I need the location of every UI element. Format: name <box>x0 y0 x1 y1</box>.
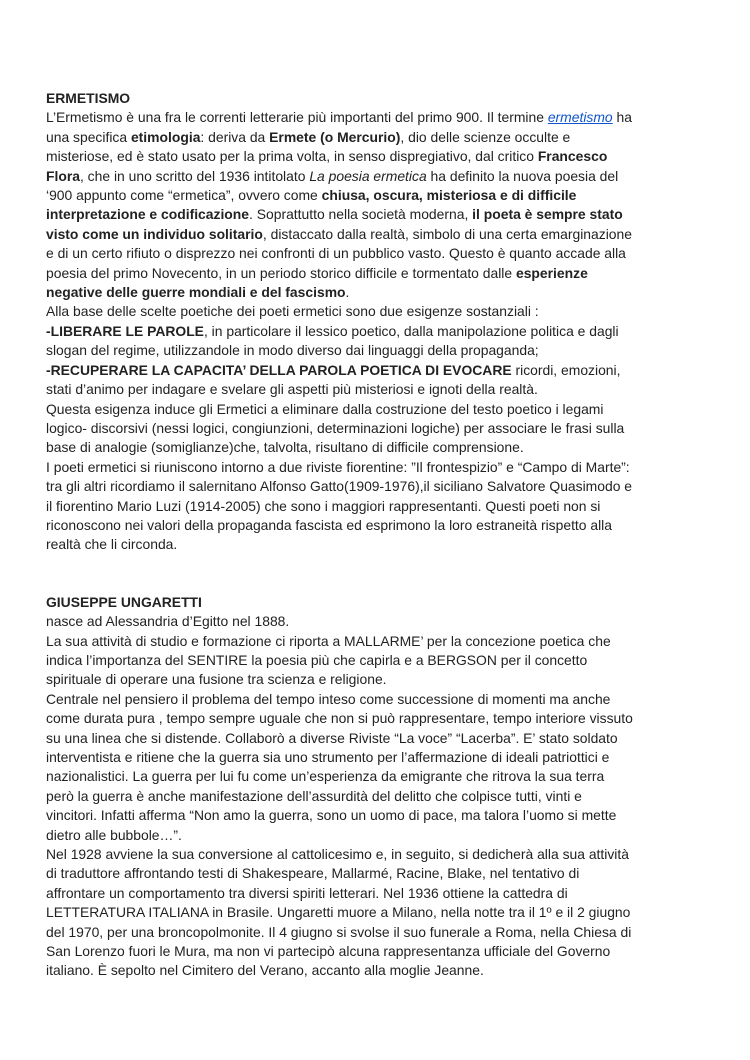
bold-text: Francesco <box>537 148 608 165</box>
ermetismo-paragraph-1 <box>46 108 716 302</box>
text: ‘900 appunto come “ermetica”, ovvero come <box>46 187 322 204</box>
italic-text: La poesia ermetica <box>309 167 427 184</box>
text-line: come durata pura , tempo sempre uguale che non si può rappresentare, tempo interiore vissuto <box>46 710 633 727</box>
text-line: affrontare un comportamento tra diversi spiriti letterari. Nel 1936 ottiene la cattedra di <box>46 884 568 901</box>
text-line: su una linea che si distende. Collaborò a diverse Riviste “La voce” “Lacerba”. E’ stato soldato <box>46 729 618 746</box>
ermetismo-paragraph-2 <box>46 302 716 554</box>
text-line: base di analogie (somiglianze)che, talvolta, risultano di difficile comprensione. <box>46 439 524 456</box>
bold-text: chiusa, oscura, misteriosa e di difficile <box>321 187 577 204</box>
text-line: La sua attività di studio e formazione ci riporta a MALLARME’ per la concezione poetica che <box>46 632 611 649</box>
text-line: Centrale nel pensiero il problema del tempo inteso come successione di momenti ma anche <box>46 690 611 707</box>
text-line: e di un certo rifiuto o disprezzo nei confronti di un pubblico vasto. Questo è quanto accade alla <box>46 245 626 262</box>
text-line: il fiorentino Mario Luzi (1914-2005) che sono i maggiori rappresentanti. Questi poeti non si <box>46 497 601 514</box>
bold-text: Flora <box>46 167 80 184</box>
text-line: Nel 1928 avviene la sua conversione al cattolicesimo e, in seguito, si dedicherà alla sua attività <box>46 846 629 863</box>
text: , distaccato dalla realtà, simbolo di una certa emarginazione <box>262 225 632 242</box>
text-line: vincitori. Infatti afferma “Non amo la guerra, sono un uomo di pace, ma talora l’uomo si mette <box>46 807 617 824</box>
text: , in particolare il lessico poetico, dalla manipolazione politica e dagli <box>203 322 619 339</box>
text-line: I poeti ermetici si riuniscono intorno a due riviste fiorentine: ”Il frontespizio” e “Campo di Marte”: <box>46 458 630 475</box>
text: , che in uno scritto del 1936 intitolato <box>79 167 310 184</box>
section-gap <box>46 555 716 574</box>
text-line: del 1970, per una broncopolmonite. Il 4 giugno si svolse il suo funerale a Roma, nella Chiesa di <box>46 923 632 940</box>
text: L’Ermetismo è una fra le correnti letterarie più importanti del primo 900. Il termine <box>46 109 548 126</box>
text-line: però la guerra è anche manifestazione dell’assurdità del delitto che colpisce tutti, vinti e <box>46 787 582 804</box>
text-line: slogan del regime, utilizzandole in modo diverso dai linguaggi della propaganda; <box>46 342 539 359</box>
ungaretti-body <box>46 612 716 981</box>
text: poesia del primo Novecento, in un periodo storico difficile e tormentato dalle <box>46 264 516 281</box>
ermetismo-link[interactable]: ermetismo <box>547 109 613 126</box>
text: ha definito la nuova poesia del <box>426 167 619 184</box>
text-line: interventista e ritiene che la guerra sia uno strumento per l’affermazione di ideali patriottici e <box>46 749 610 765</box>
text-line: nazionalistici. La guerra per lui fu come un’esperienza da emigrante che ritrova la sua terra <box>46 768 605 785</box>
text: : deriva da <box>200 128 270 145</box>
section-gap <box>46 574 716 593</box>
text-line: Alla base delle scelte poetiche dei poeti ermetici sono due esigenze sostanziali : <box>46 303 539 320</box>
text-line: LETTERATURA ITALIANA in Brasile. Ungaretti muore a Milano, nella notte tra il 1º e il 2 giugno <box>46 904 631 921</box>
bold-text: -RECUPERARE LA CAPACITA’ DELLA PAROLA POETICA DI EVOCARE <box>46 361 512 378</box>
bold-text: negative delle guerre mondiali e del fascismo <box>46 284 346 301</box>
bold-text: etimologia <box>130 128 201 145</box>
text-line: indica l’importanza del SENTIRE la poesia più che capirla e a BERGSON per il concetto <box>46 651 588 668</box>
text: una specifica <box>46 128 131 145</box>
text-line: riconoscono nei valori della propaganda fascista ed esprimono la loro estraneità rispetto alla <box>46 516 612 533</box>
bold-text: interpretazione e codificazione <box>46 206 250 223</box>
text: . <box>345 284 350 301</box>
text: , dio delle scienze occulte e <box>400 128 571 145</box>
text-line: tra gli altri ricordiamo il salernitano Alfonso Gatto(1909-1976),il siciliano Salvatore Quasimodo e <box>46 478 633 495</box>
bold-text: -LIBERARE LE PAROLE <box>46 322 204 339</box>
bold-text: esperienze <box>515 264 588 281</box>
text: . Soprattutto nella società moderna, <box>249 206 473 223</box>
text-line: nasce ad Alessandria d’Egitto nel 1888. <box>46 613 290 630</box>
text-line: italiano. È sepolto nel Cimitero del Verano, accanto alla moglie Jeanne. <box>46 962 484 979</box>
text: ricordi, emozioni, <box>511 361 621 378</box>
text-line: dietro alle bubbole…”. <box>46 826 182 843</box>
section-title-ermetismo: ERMETISMO <box>46 90 131 106</box>
text-line: Questa esigenza induce gli Ermetici a eliminare dalla costruzione del testo poetico i legami <box>46 400 604 417</box>
text-line: stati d’animo per indagare e svelare gli aspetti più misteriosi e ignoti della realtà. <box>46 381 538 398</box>
text-line: spirituale di operare una fusione tra scienza e religione. <box>46 671 387 688</box>
text: ha <box>612 109 632 126</box>
bold-text: visto come un individuo solitario <box>46 225 263 242</box>
text: misteriose, ed è stato usato per la prima volta, in senso dispregiativo, dal critico <box>46 148 538 165</box>
section-title-ungaretti: GIUSEPPE UNGARETTI <box>46 593 202 610</box>
bold-text: il poeta è sempre stato <box>472 206 623 223</box>
text-line: logico- discorsivi (nessi logici, congiunzioni, determinazioni logiche) per associare le frasi sulla <box>46 419 625 436</box>
text-line: di traduttore affrontando testi di Shakespeare, Mallarmé, Racine, Blake, nel tentativo di <box>46 865 580 882</box>
text-line: San Lorenzo fuori le Mura, ma non vi partecipò alcuna rappresentanza ufficiale del Governo <box>46 943 611 960</box>
bold-text: Ermete (o Mercurio) <box>269 128 401 145</box>
text-line: realtà che li circonda. <box>46 536 178 553</box>
